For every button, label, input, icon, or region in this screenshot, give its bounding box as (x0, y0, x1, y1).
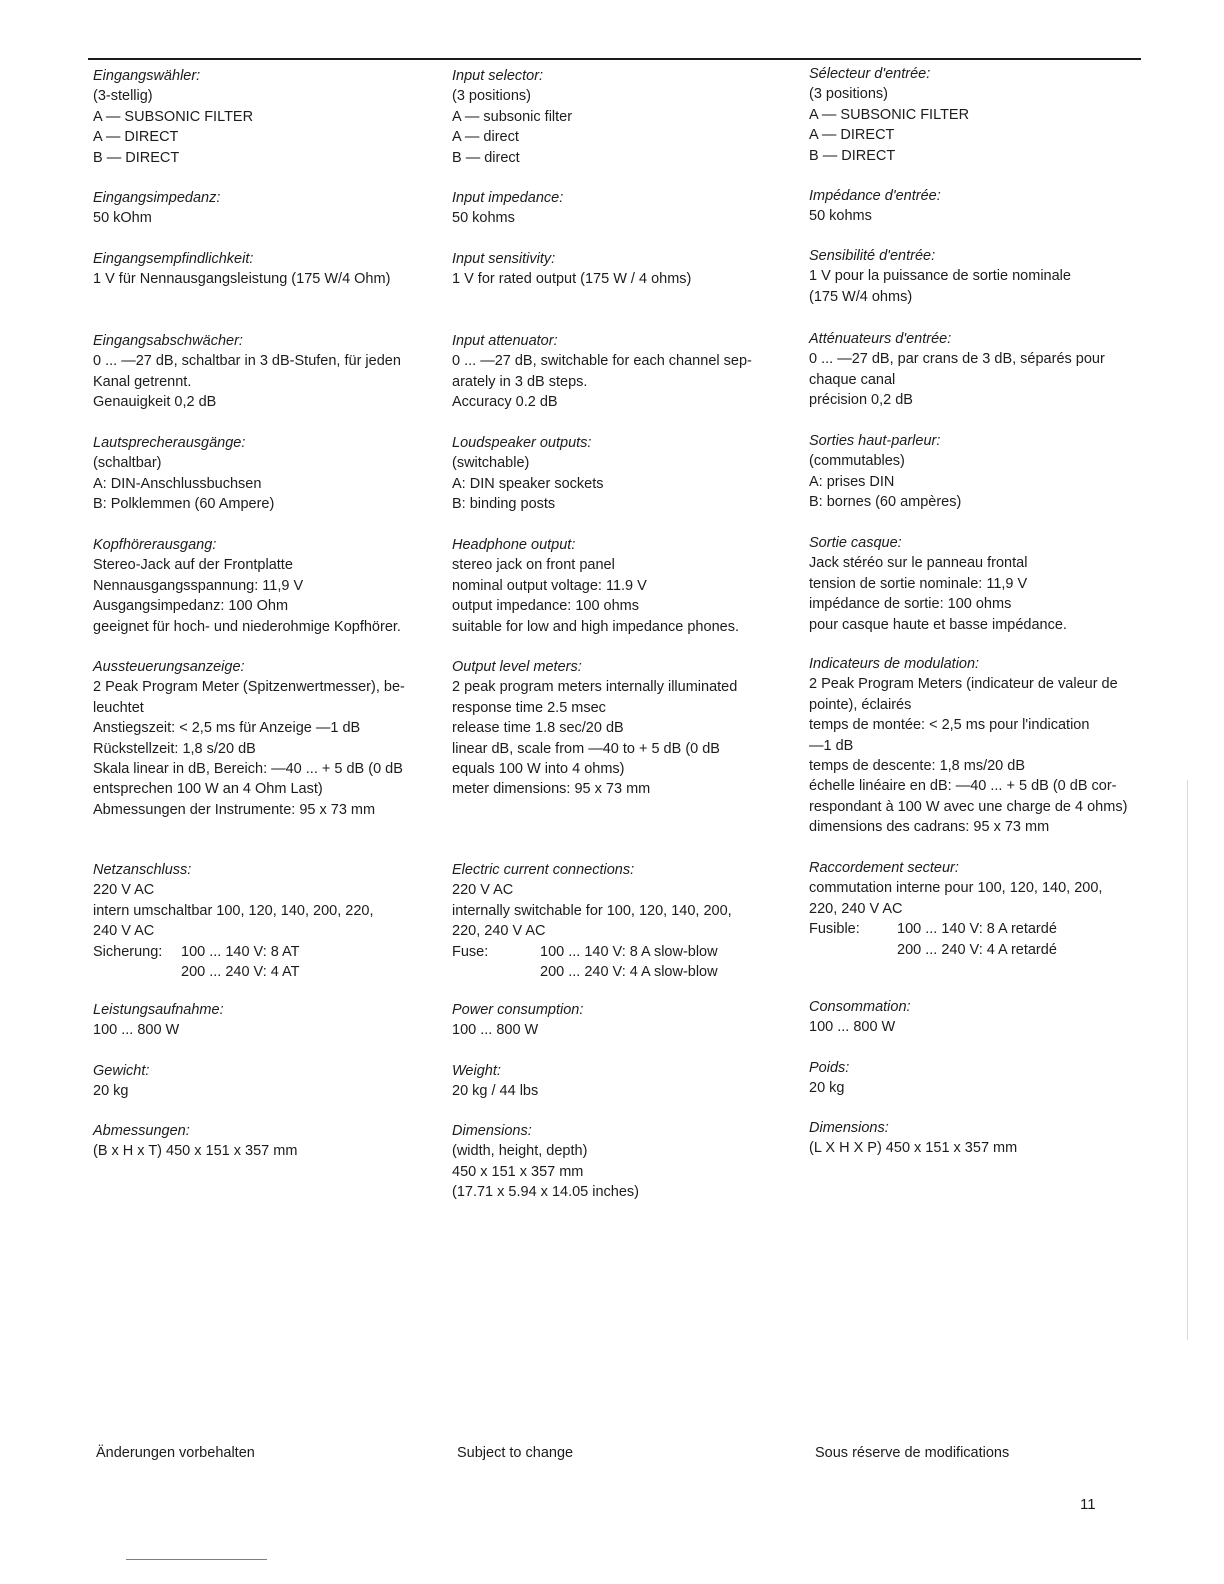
section-heading: Sorties haut-parleur: (809, 433, 941, 449)
spec-line: commutation interne pour 100, 120, 140, 200, (809, 880, 1103, 897)
section-heading: Kopfhörerausgang: (93, 537, 217, 553)
spec-line: temps de descente: 1,8 ms/20 dB (809, 758, 1026, 775)
spec-line: 220 V AC (452, 882, 514, 899)
section-headphone-output (93, 535, 433, 637)
section-speaker-outputs (93, 433, 433, 515)
spec-line: A — subsonic filter (452, 108, 573, 125)
spec-line: 50 kOhm (93, 210, 152, 227)
spec-line: B — direct (452, 149, 520, 166)
spec-line: Ausgangsimpedanz: 100 Ohm (93, 598, 289, 615)
section-input-impedance (809, 186, 1145, 227)
spec-line: 220, 240 V AC (452, 923, 546, 940)
section-heading: Eingangsabschwächer: (93, 333, 243, 349)
spec-line: meter dimensions: 95 x 73 mm (452, 781, 651, 798)
fuse-value: 100 ... 140 V: 8 A slow-blow (540, 943, 718, 960)
section-heading: Raccordement secteur: (809, 860, 959, 876)
section-level-meters (452, 657, 792, 800)
footer-note-english: Subject to change (457, 1445, 574, 1461)
spec-line: (175 W/4 ohms) (809, 288, 913, 305)
section-heading: Eingangsempfindlichkeit: (93, 251, 254, 267)
spec-line: A: DIN speaker sockets (452, 475, 604, 492)
spec-line: linear dB, scale from —40 to + 5 dB (0 dB (452, 740, 720, 757)
page-number: 11 (1080, 1496, 1096, 1513)
spec-line: 100 ... 800 W (809, 1019, 896, 1036)
spec-line: A — direct (452, 129, 519, 146)
spec-line: (schaltbar) (93, 455, 162, 472)
spec-line: A — SUBSONIC FILTER (809, 106, 970, 123)
spec-line: 220, 240 V AC (809, 900, 903, 917)
spec-line: (3 positions) (809, 86, 888, 103)
spec-line: 0 ... —27 dB, switchable for each channel sep- (452, 353, 752, 370)
spec-line: response time 2.5 msec (452, 699, 606, 716)
spec-line: échelle linéaire en dB: —40 ... + 5 dB (0 dB cor- (809, 778, 1117, 795)
spec-line: (width, height, depth) (452, 1143, 588, 1160)
section-input-selector (93, 66, 433, 168)
spec-line: (3 positions) (452, 88, 531, 105)
spec-line: chaque canal (809, 371, 896, 388)
spec-line: 1 V für Nennausgangsleistung (175 W/4 Ohm) (93, 271, 391, 288)
section-heading: Output level meters: (452, 659, 582, 675)
section-dimensions (809, 1118, 1145, 1159)
spec-line: 2 Peak Program Meter (Spitzenwertmesser), be- (93, 679, 405, 696)
spec-line: 20 kg / 44 lbs (452, 1083, 539, 1100)
spec-line: Kanal getrennt. (93, 373, 192, 390)
spec-line: A: DIN-Anschlussbuchsen (93, 475, 262, 492)
section-heading: Indicateurs de modulation: (809, 656, 980, 672)
fuse-row (93, 942, 433, 983)
spec-line: nominal output voltage: 11.9 V (452, 577, 647, 594)
fuse-value: 200 ... 240 V: 4 A retardé (897, 941, 1057, 958)
spec-line: 0 ... —27 dB, par crans de 3 dB, séparés pour (809, 351, 1105, 368)
section-heading: Input sensitivity: (452, 251, 556, 267)
section-heading: Leistungsaufnahme: (93, 1002, 224, 1018)
section-heading: Lautsprecherausgänge: (93, 435, 246, 451)
spec-line: geeignet für hoch- und niederohmige Kopfhörer. (93, 618, 401, 635)
spec-line: suitable for low and high impedance phones. (452, 618, 739, 635)
spec-line: (3-stellig) (93, 88, 153, 105)
section-weight (93, 1061, 433, 1102)
section-heading: Eingangswähler: (93, 68, 201, 84)
fuse-value: 100 ... 140 V: 8 A retardé (897, 921, 1057, 938)
section-speaker-outputs (809, 431, 1145, 513)
spec-line: intern umschaltbar 100, 120, 140, 200, 220, (93, 902, 374, 919)
section-input-impedance (452, 188, 792, 229)
section-input-selector (452, 66, 792, 168)
section-headphone-output (809, 533, 1145, 635)
section-heading: Aussteuerungsanzeige: (93, 659, 245, 675)
section-power (93, 1000, 433, 1041)
section-weight (452, 1061, 792, 1102)
section-heading: Dimensions: (809, 1120, 889, 1136)
section-heading: Input attenuator: (452, 333, 558, 349)
section-heading: Headphone output: (452, 537, 576, 553)
section-level-meters (93, 657, 433, 820)
section-input-impedance (93, 188, 433, 229)
spec-line: Accuracy 0.2 dB (452, 394, 558, 411)
spec-line: A — SUBSONIC FILTER (93, 108, 254, 125)
spec-line: release time 1.8 sec/20 dB (452, 720, 624, 737)
spec-line: impédance de sortie: 100 ohms (809, 596, 1012, 613)
spec-line: internally switchable for 100, 120, 140, 200, (452, 902, 732, 919)
spec-line: Anstiegszeit: < 2,5 ms für Anzeige —1 dB (93, 720, 361, 737)
fuse-values (181, 942, 300, 983)
fuse-values (897, 919, 1057, 960)
spec-line: Genauigkeit 0,2 dB (93, 394, 217, 411)
bottom-edge-mark (126, 1559, 267, 1560)
spec-line: 0 ... —27 dB, schaltbar in 3 dB-Stufen, für jeden (93, 353, 401, 370)
section-heading: Abmessungen: (93, 1123, 190, 1139)
section-headphone-output (452, 535, 792, 637)
spec-line: 20 kg (93, 1083, 129, 1100)
spec-line: 50 kohms (809, 208, 872, 225)
spec-line: stereo jack on front panel (452, 557, 615, 574)
section-mains (809, 858, 1145, 960)
section-mains (452, 860, 792, 982)
spec-line: A: prises DIN (809, 473, 895, 490)
section-input-attenuator (93, 331, 433, 413)
spec-line: 220 V AC (93, 882, 155, 899)
fuse-label: Sicherung: (93, 943, 163, 960)
section-heading: Loudspeaker outputs: (452, 435, 592, 451)
spec-line: B — DIRECT (809, 147, 896, 164)
spec-line: pointe), éclairés (809, 696, 912, 713)
section-input-sensitivity (809, 246, 1145, 307)
spec-line: —1 dB (809, 737, 854, 754)
spec-line: Rückstellzeit: 1,8 s/20 dB (93, 740, 256, 757)
spec-line: (commutables) (809, 453, 905, 470)
spec-line: temps de montée: < 2,5 ms pour l'indication (809, 717, 1090, 734)
fuse-label: Fusible: (809, 921, 860, 938)
fuse-value: 200 ... 240 V: 4 A slow-blow (540, 964, 718, 981)
fuse-row (809, 919, 1145, 960)
section-heading: Eingangsimpedanz: (93, 190, 221, 206)
fuse-label: Fuse: (452, 943, 489, 960)
spec-line: (B x H x T) 450 x 151 x 357 mm (93, 1143, 298, 1160)
spec-line: 100 ... 800 W (93, 1022, 180, 1039)
section-input-attenuator (452, 331, 792, 413)
section-heading: Gewicht: (93, 1063, 150, 1079)
spec-line: pour casque haute et basse impédance. (809, 616, 1067, 633)
spec-line: (17.71 x 5.94 x 14.05 inches) (452, 1184, 640, 1201)
fuse-value: 200 ... 240 V: 4 AT (181, 964, 300, 981)
spec-line: Nennausgangsspannung: 11,9 V (93, 577, 304, 594)
spec-line: 450 x 151 x 357 mm (452, 1163, 584, 1180)
section-input-sensitivity (93, 249, 433, 290)
spec-line: respondant à 100 W avec une charge de 4 ohms) (809, 798, 1128, 815)
spec-line: (L X H X P) 450 x 151 x 357 mm (809, 1140, 1018, 1157)
footer-note-french: Sous réserve de modifications (815, 1445, 1010, 1461)
section-dimensions (452, 1121, 792, 1203)
section-heading: Weight: (452, 1063, 501, 1079)
spec-line: (switchable) (452, 455, 530, 472)
spec-line: précision 0,2 dB (809, 392, 913, 409)
footer-note-german: Änderungen vorbehalten (96, 1445, 255, 1461)
section-heading: Dimensions: (452, 1123, 532, 1139)
section-dimensions (93, 1121, 433, 1162)
spec-line: A — DIRECT (809, 127, 895, 144)
section-level-meters (809, 654, 1145, 838)
section-heading: Electric current connections: (452, 862, 635, 878)
section-heading: Power consumption: (452, 1002, 584, 1018)
fuse-row (452, 942, 792, 983)
section-heading: Sensibilité d'entrée: (809, 248, 936, 264)
spec-line: Stereo-Jack auf der Frontplatte (93, 557, 293, 574)
spec-line: B: Polklemmen (60 Ampere) (93, 496, 275, 513)
spec-line: B: bornes (60 ampères) (809, 494, 962, 511)
section-heading: Poids: (809, 1060, 850, 1076)
fuse-values (540, 942, 718, 983)
section-input-sensitivity (452, 249, 792, 290)
spec-line: dimensions des cadrans: 95 x 73 mm (809, 819, 1050, 836)
section-heading: Sélecteur d'entrée: (809, 66, 931, 82)
section-heading: Input selector: (452, 68, 544, 84)
fuse-value: 100 ... 140 V: 8 AT (181, 943, 300, 960)
section-input-selector (809, 64, 1145, 166)
spec-line: leuchtet (93, 699, 144, 716)
section-heading: Netzanschluss: (93, 862, 192, 878)
spec-line: 100 ... 800 W (452, 1022, 539, 1039)
spec-line: A — DIRECT (93, 129, 179, 146)
section-heading: Impédance d'entrée: (809, 188, 941, 204)
section-input-attenuator (809, 329, 1145, 411)
section-weight (809, 1058, 1145, 1099)
spec-line: 1 V pour la puissance de sortie nominale (809, 268, 1071, 285)
section-speaker-outputs (452, 433, 792, 515)
spec-line: output impedance: 100 ohms (452, 598, 640, 615)
spec-line: B: binding posts (452, 496, 556, 513)
section-heading: Consommation: (809, 999, 911, 1015)
section-heading: Input impedance: (452, 190, 564, 206)
section-heading: Sortie casque: (809, 535, 902, 551)
spec-line: 240 V AC (93, 923, 155, 940)
section-power (452, 1000, 792, 1041)
spec-line: entsprechen 100 W an 4 Ohm Last) (93, 781, 323, 798)
spec-line: equals 100 W into 4 ohms) (452, 761, 625, 778)
scan-edge-line (1187, 780, 1188, 1340)
spec-line: Skala linear in dB, Bereich: —40 ... + 5 dB (0 dB (93, 761, 403, 778)
section-power (809, 997, 1145, 1038)
spec-line: 2 peak program meters internally illuminated (452, 679, 738, 696)
spec-line: B — DIRECT (93, 149, 180, 166)
spec-line: 20 kg (809, 1080, 845, 1097)
spec-line: tension de sortie nominale: 11,9 V (809, 575, 1028, 592)
spec-line: Abmessungen der Instrumente: 95 x 73 mm (93, 801, 376, 818)
top-rule (88, 58, 1141, 60)
spec-line: Jack stéréo sur le panneau frontal (809, 555, 1028, 572)
spec-line: 2 Peak Program Meters (indicateur de valeur de (809, 676, 1118, 693)
spec-line: 1 V for rated output (175 W / 4 ohms) (452, 271, 692, 288)
spec-line: arately in 3 dB steps. (452, 373, 588, 390)
spec-line: 50 kohms (452, 210, 515, 227)
section-mains (93, 860, 433, 982)
section-heading: Atténuateurs d'entrée: (809, 331, 952, 347)
